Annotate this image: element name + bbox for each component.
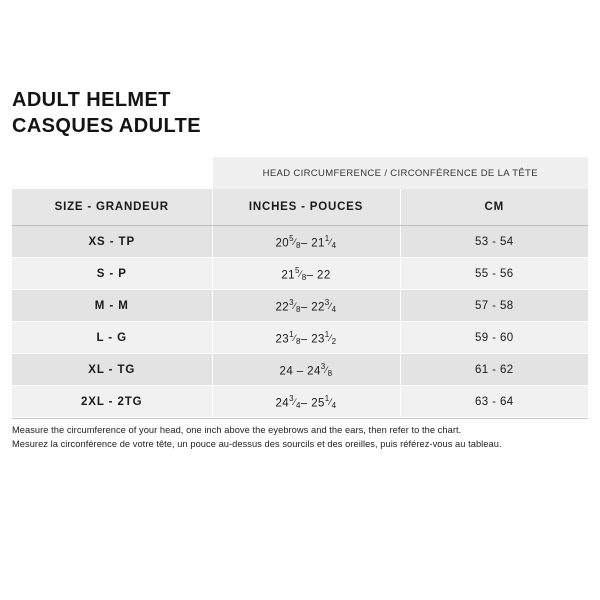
cell-cm: 55 - 56 — [400, 258, 588, 290]
size-chart-table — [12, 157, 588, 418]
cell-size: XS - TP — [12, 226, 212, 258]
cell-size: L - G — [12, 322, 212, 354]
table-header — [12, 157, 588, 226]
cell-inches — [212, 322, 400, 354]
table-body — [12, 226, 588, 418]
footnotes — [12, 418, 588, 451]
inches-separator: – — [296, 364, 304, 377]
inches-fraction-b: $^1⁄_2$ — [324, 329, 337, 346]
inches-whole-b: 21 — [311, 236, 325, 249]
inches-whole-a: 20 — [275, 236, 290, 249]
title-french: CASQUES ADULTE — [12, 114, 201, 137]
group-header-label: HEAD CIRCUMFERENCE / CIRCONFÉRENCE DE LA TÊTE — [212, 157, 588, 189]
footnote-french: Mesurez la circonférence de votre tête, un pouce au-dessus des sourcils et des oreilles, puis référez-vous au tableau. — [12, 438, 502, 449]
cell-cm: 57 - 58 — [400, 290, 588, 322]
inches-separator: – — [306, 268, 314, 281]
cell-cm: 63 - 64 — [400, 386, 588, 418]
inches-fraction-a: $^5⁄_8$ — [294, 265, 307, 282]
inches-whole-a: 24 — [279, 364, 294, 377]
cell-inches — [212, 354, 400, 386]
cell-cm: 59 - 60 — [400, 322, 588, 354]
inches-separator: – — [300, 396, 308, 409]
inches-whole-b: 25 — [311, 396, 325, 409]
inches-separator: – — [300, 236, 308, 249]
inches-fraction-b: $^3⁄_8$ — [320, 361, 333, 378]
inches-whole-b: 24 — [307, 364, 321, 377]
column-header-inches: INCHES - POUCES — [212, 189, 400, 226]
page-title — [12, 88, 588, 139]
footnote-english: Measure the circumference of your head, one inch above the eyebrows and the ears, then refer to the chart. — [12, 425, 462, 436]
table-row — [12, 258, 588, 290]
table-row — [12, 322, 588, 354]
cell-cm: 61 - 62 — [400, 354, 588, 386]
inches-fraction-b: $^1⁄_4$ — [324, 393, 337, 410]
inches-fraction-a: $^5⁄_8$ — [289, 233, 301, 250]
cell-size: M - M — [12, 290, 212, 322]
inches-whole-a: 21 — [281, 268, 295, 281]
cell-size: XL - TG — [12, 354, 212, 386]
column-header-cm: CM — [400, 189, 588, 226]
table-row — [12, 226, 588, 258]
inches-fraction-a: $^3⁄_8$ — [289, 297, 301, 314]
table-row — [12, 290, 588, 322]
cell-inches — [212, 290, 400, 322]
cell-inches — [212, 226, 400, 258]
inches-whole-a: 24 — [275, 396, 290, 409]
cell-inches — [212, 258, 400, 290]
table-column-header-row — [12, 189, 588, 226]
inches-fraction-b: $^1⁄_4$ — [324, 233, 337, 250]
cell-cm: 53 - 54 — [400, 226, 588, 258]
inches-whole-b: 23 — [311, 332, 325, 345]
column-header-size: SIZE - GRANDEUR — [12, 189, 212, 226]
inches-fraction-b: $^3⁄_4$ — [324, 297, 337, 314]
inches-whole-a: 23 — [275, 332, 290, 345]
cell-size: 2XL - 2TG — [12, 386, 212, 418]
inches-separator: – — [300, 332, 308, 345]
cell-inches — [212, 386, 400, 418]
table-row — [12, 354, 588, 386]
inches-whole-b: 22 — [311, 300, 325, 313]
cell-size: S - P — [12, 258, 212, 290]
table-row — [12, 386, 588, 418]
inches-separator: – — [300, 300, 308, 313]
inches-fraction-a: $^3⁄_4$ — [289, 393, 301, 410]
inches-whole-a: 22 — [275, 300, 290, 313]
group-header-spacer — [12, 157, 212, 189]
inches-fraction-a: $^1⁄_8$ — [289, 329, 301, 346]
table-group-header-row — [12, 157, 588, 189]
inches-whole-b: 22 — [317, 268, 331, 281]
title-english: ADULT HELMET — [12, 89, 171, 111]
